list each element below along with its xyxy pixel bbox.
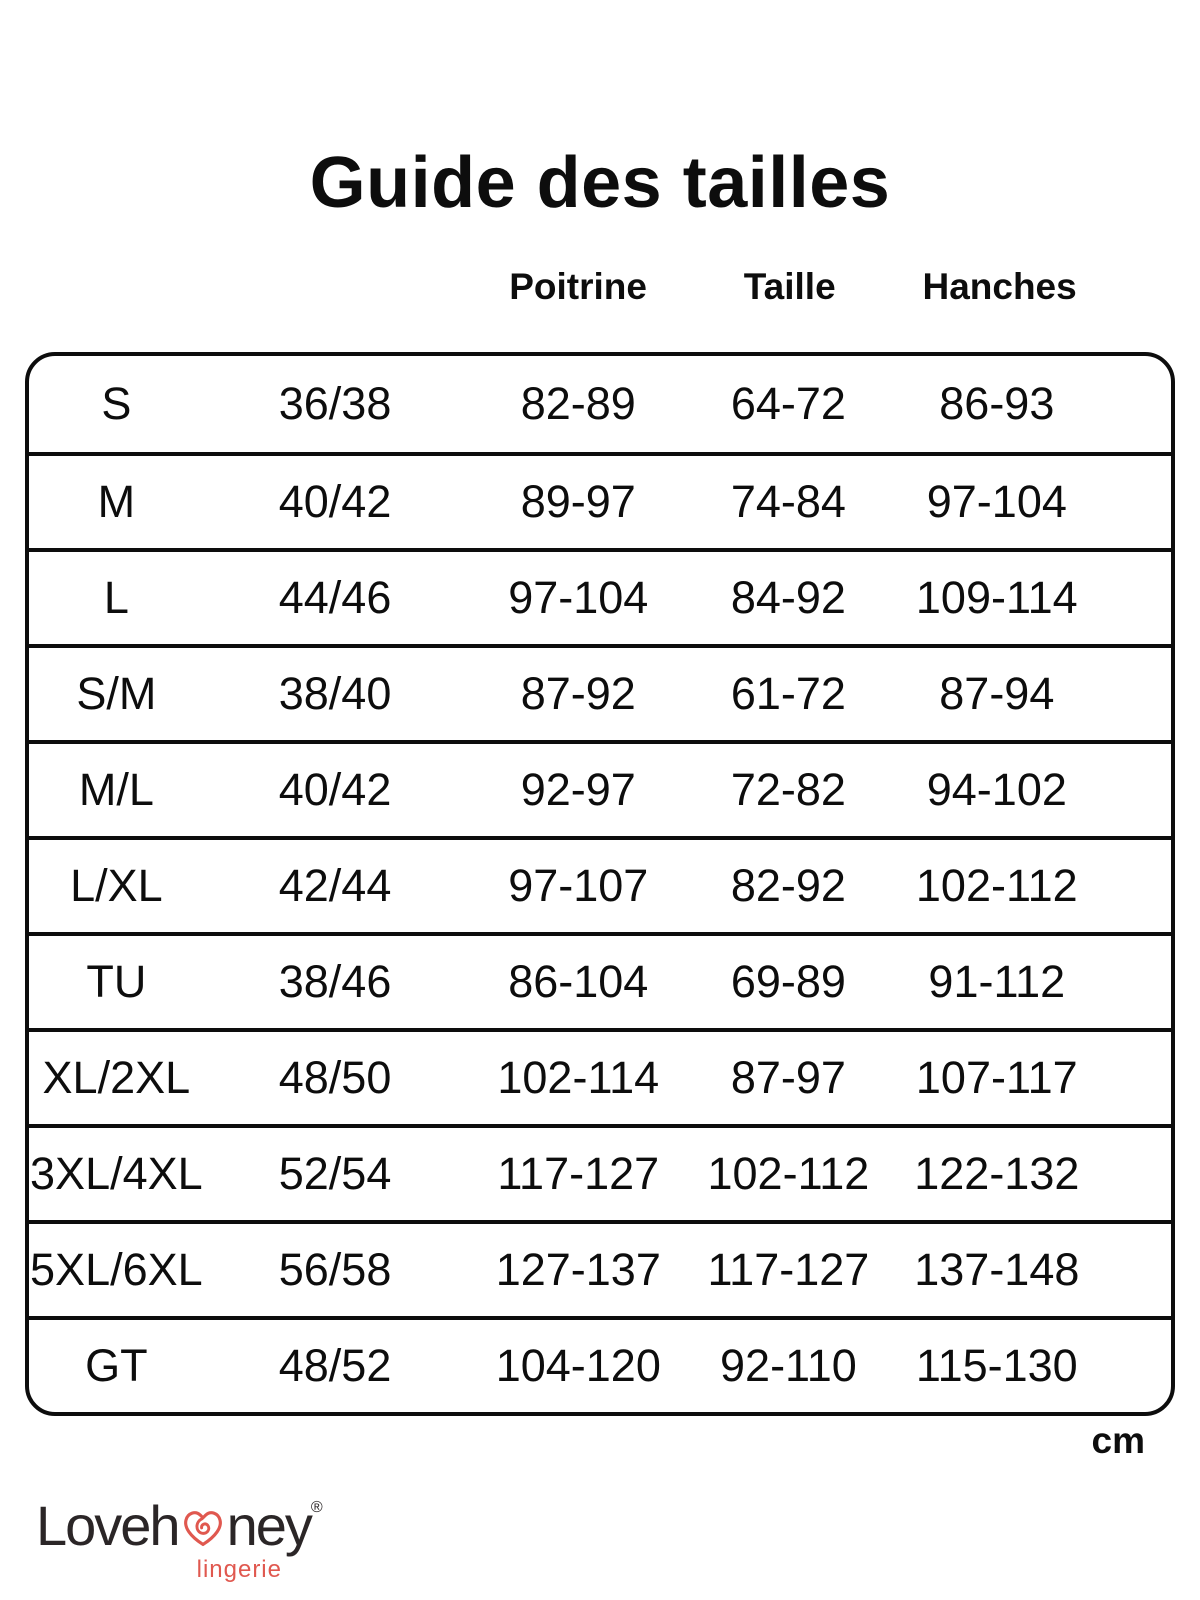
taille-cell: 87-97 <box>730 1052 846 1103</box>
table-row <box>29 1220 1171 1316</box>
hanches-cell: 86-93 <box>939 378 1055 429</box>
fr-size-cell: 38/40 <box>278 668 392 719</box>
size-label-cell: GT <box>85 1340 148 1391</box>
header-hanches: Hanches <box>922 266 1077 307</box>
size-label-cell: S <box>101 378 132 429</box>
brand-wordmark-suffix: ney <box>226 1494 311 1557</box>
fr-size-cell: 40/42 <box>278 764 392 815</box>
size-label-cell: L <box>103 572 129 623</box>
hanches-cell: 97-104 <box>926 476 1067 527</box>
hanches-cell: 109-114 <box>915 572 1078 623</box>
taille-cell: 61-72 <box>730 668 846 719</box>
taille-cell: 84-92 <box>730 572 846 623</box>
taille-cell: 72-82 <box>730 764 846 815</box>
poitrine-cell: 82-89 <box>520 378 636 429</box>
taille-cell: 64-72 <box>730 378 846 429</box>
hanches-cell: 107-117 <box>915 1052 1078 1103</box>
size-label-cell: S/M <box>76 668 157 719</box>
hanches-cell: 102-112 <box>915 860 1078 911</box>
brand-tagline: lingerie <box>196 1556 282 1583</box>
table-row <box>29 356 1171 452</box>
fr-size-cell: 48/52 <box>278 1340 392 1391</box>
size-label-cell: TU <box>86 956 147 1007</box>
size-label-cell: L/XL <box>70 860 163 911</box>
table-row <box>29 740 1171 836</box>
brand-logo <box>36 1494 323 1584</box>
hanches-cell: 87-94 <box>939 668 1055 719</box>
brand-wordmark-prefix: Loveh <box>36 1494 179 1557</box>
poitrine-cell: 104-120 <box>495 1340 661 1391</box>
brand-wordmark <box>36 1494 323 1557</box>
table-row <box>29 932 1171 1028</box>
table-row <box>29 548 1171 644</box>
poitrine-cell: 87-92 <box>520 668 636 719</box>
poitrine-cell: 117-127 <box>497 1148 660 1199</box>
table-row <box>29 1028 1171 1124</box>
fr-size-cell: 38/46 <box>278 956 392 1007</box>
poitrine-cell: 92-97 <box>520 764 636 815</box>
taille-cell: 117-127 <box>707 1244 870 1295</box>
poitrine-cell: 86-104 <box>508 956 649 1007</box>
poitrine-cell: 97-107 <box>508 860 649 911</box>
poitrine-cell: 97-104 <box>508 572 649 623</box>
table-row <box>29 1316 1171 1412</box>
taille-cell: 69-89 <box>730 956 846 1007</box>
taille-cell: 82-92 <box>730 860 846 911</box>
table-row <box>29 1124 1171 1220</box>
taille-cell: 92-110 <box>720 1340 857 1391</box>
fr-size-cell: 36/38 <box>278 378 392 429</box>
size-label-cell: 5XL/6XL <box>30 1244 203 1295</box>
heart-spiral-icon <box>180 1503 226 1559</box>
size-table <box>25 352 1175 1416</box>
taille-cell: 74-84 <box>730 476 846 527</box>
size-label-cell: M <box>97 476 136 527</box>
table-row <box>29 836 1171 932</box>
size-label-cell: 3XL/4XL <box>30 1148 203 1199</box>
fr-size-cell: 48/50 <box>278 1052 392 1103</box>
page-title: Guide des tailles <box>309 143 891 223</box>
table-row <box>29 452 1171 548</box>
hanches-cell: 137-148 <box>914 1244 1080 1295</box>
fr-size-cell: 52/54 <box>278 1148 392 1199</box>
unit-label: cm <box>1091 1420 1145 1461</box>
size-label-cell: XL/2XL <box>42 1052 191 1103</box>
taille-cell: 102-112 <box>707 1148 870 1199</box>
hanches-cell: 94-102 <box>926 764 1067 815</box>
fr-size-cell: 56/58 <box>278 1244 392 1295</box>
hanches-cell: 122-132 <box>914 1148 1080 1199</box>
header-poitrine: Poitrine <box>509 266 647 307</box>
table-row <box>29 644 1171 740</box>
poitrine-cell: 127-137 <box>495 1244 661 1295</box>
hanches-cell: 91-112 <box>928 956 1066 1007</box>
hanches-cell: 115-130 <box>915 1340 1078 1391</box>
fr-size-cell: 44/46 <box>278 572 392 623</box>
header-taille: Taille <box>743 266 836 307</box>
fr-size-cell: 42/44 <box>278 860 392 911</box>
size-chart-header-row <box>25 262 1175 312</box>
registered-trademark-icon: ® <box>310 1499 323 1516</box>
poitrine-cell: 102-114 <box>497 1052 660 1103</box>
fr-size-cell: 40/42 <box>278 476 392 527</box>
poitrine-cell: 89-97 <box>520 476 636 527</box>
size-label-cell: M/L <box>78 764 154 815</box>
